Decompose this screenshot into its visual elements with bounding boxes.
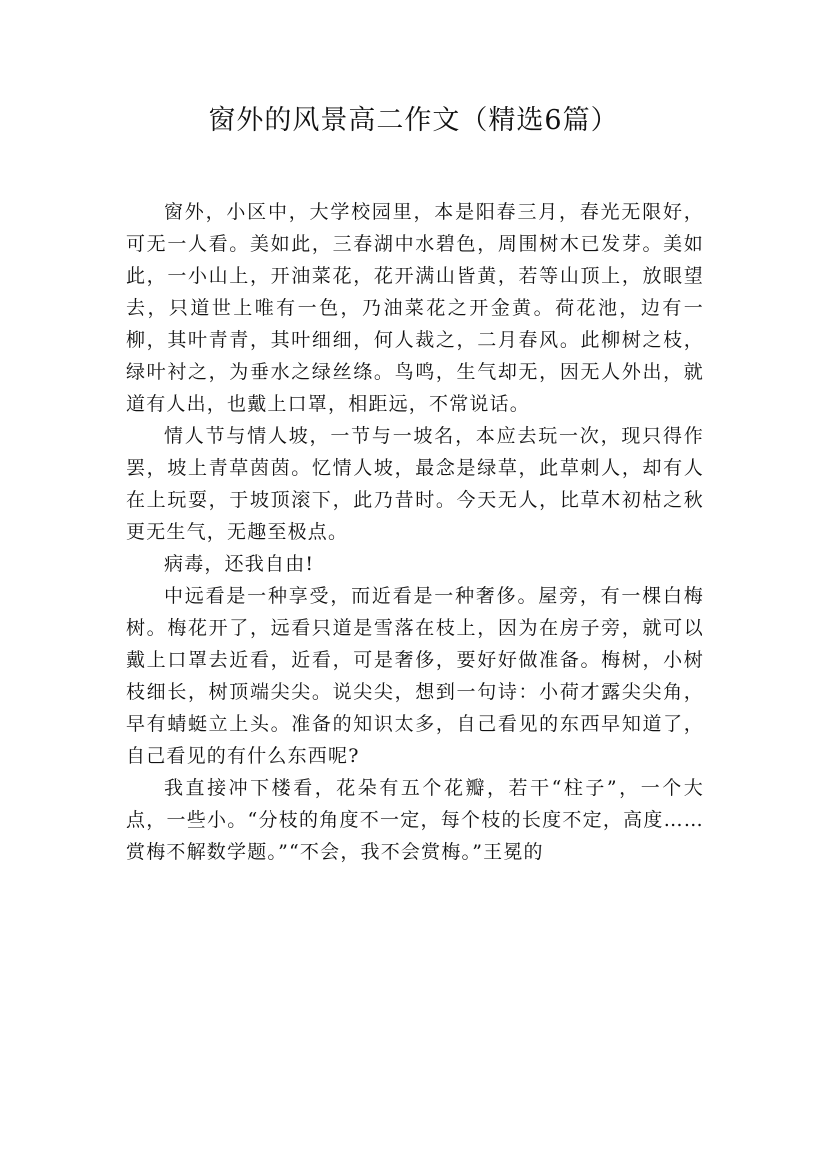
paragraph: 病毒，还我自由! — [164, 553, 315, 575]
paragraph: 中远看是一种享受，而近看是一种奢侈。屋旁，有一棵白梅树。梅花开了，远看只道是雪落在枝上，因为在房子旁，就可以戴上口罩去近看，近看，可是奢侈，要好好做准备。梅树，小树枝细长，树顶端尖尖。说尖尖，想到一句诗：小荷才露尖尖角，早有蜻蜓立上头。准备的知识太多，自己看见的东西早知道了，自己看见的有什么东西呢? — [126, 585, 704, 767]
paragraph: 情人节与情人坡，一节与一坡名，本应去玩一次，现只得作罢，坡上青草茵茵。忆情人坡，最念是绿草，此草刺人，却有人在上玩耍，于坡顶滚下，此乃昔时。今天无人，比草木初枯之秋更无生气，无趣至极点。 — [126, 425, 704, 543]
paragraph: 窗外，小区中，大学校园里，本是阳春三月，春光无限好，可无一人看。美如此，三春湖中水碧色，周围树木已发芽。美如此，一小山上，开油菜花，花开满山皆黄，若等山顶上，放眼望去，只道世上唯有一色，乃油菜花之开金黄。荷花池，边有一柳，其叶青青，其叶细细，何人裁之，二月春风。此柳树之枝，绿叶衬之，为垂水之绿丝绦。鸟鸣，生气却无，因无人外出，就道有人出，也戴上口罩，相距远，不常说话。 — [126, 201, 704, 415]
document-title: 窗外的风景高二作文（精选6篇） — [208, 105, 619, 136]
document-body — [126, 196, 704, 868]
paragraph: 我直接冲下楼看，花朵有五个花瓣，若干“柱子”，一个大点，一些小。“分枝的角度不一定，每个枝的长度不定，高度……赏梅不解数学题。”“不会，我不会赏梅。”王冕的 — [126, 777, 704, 863]
